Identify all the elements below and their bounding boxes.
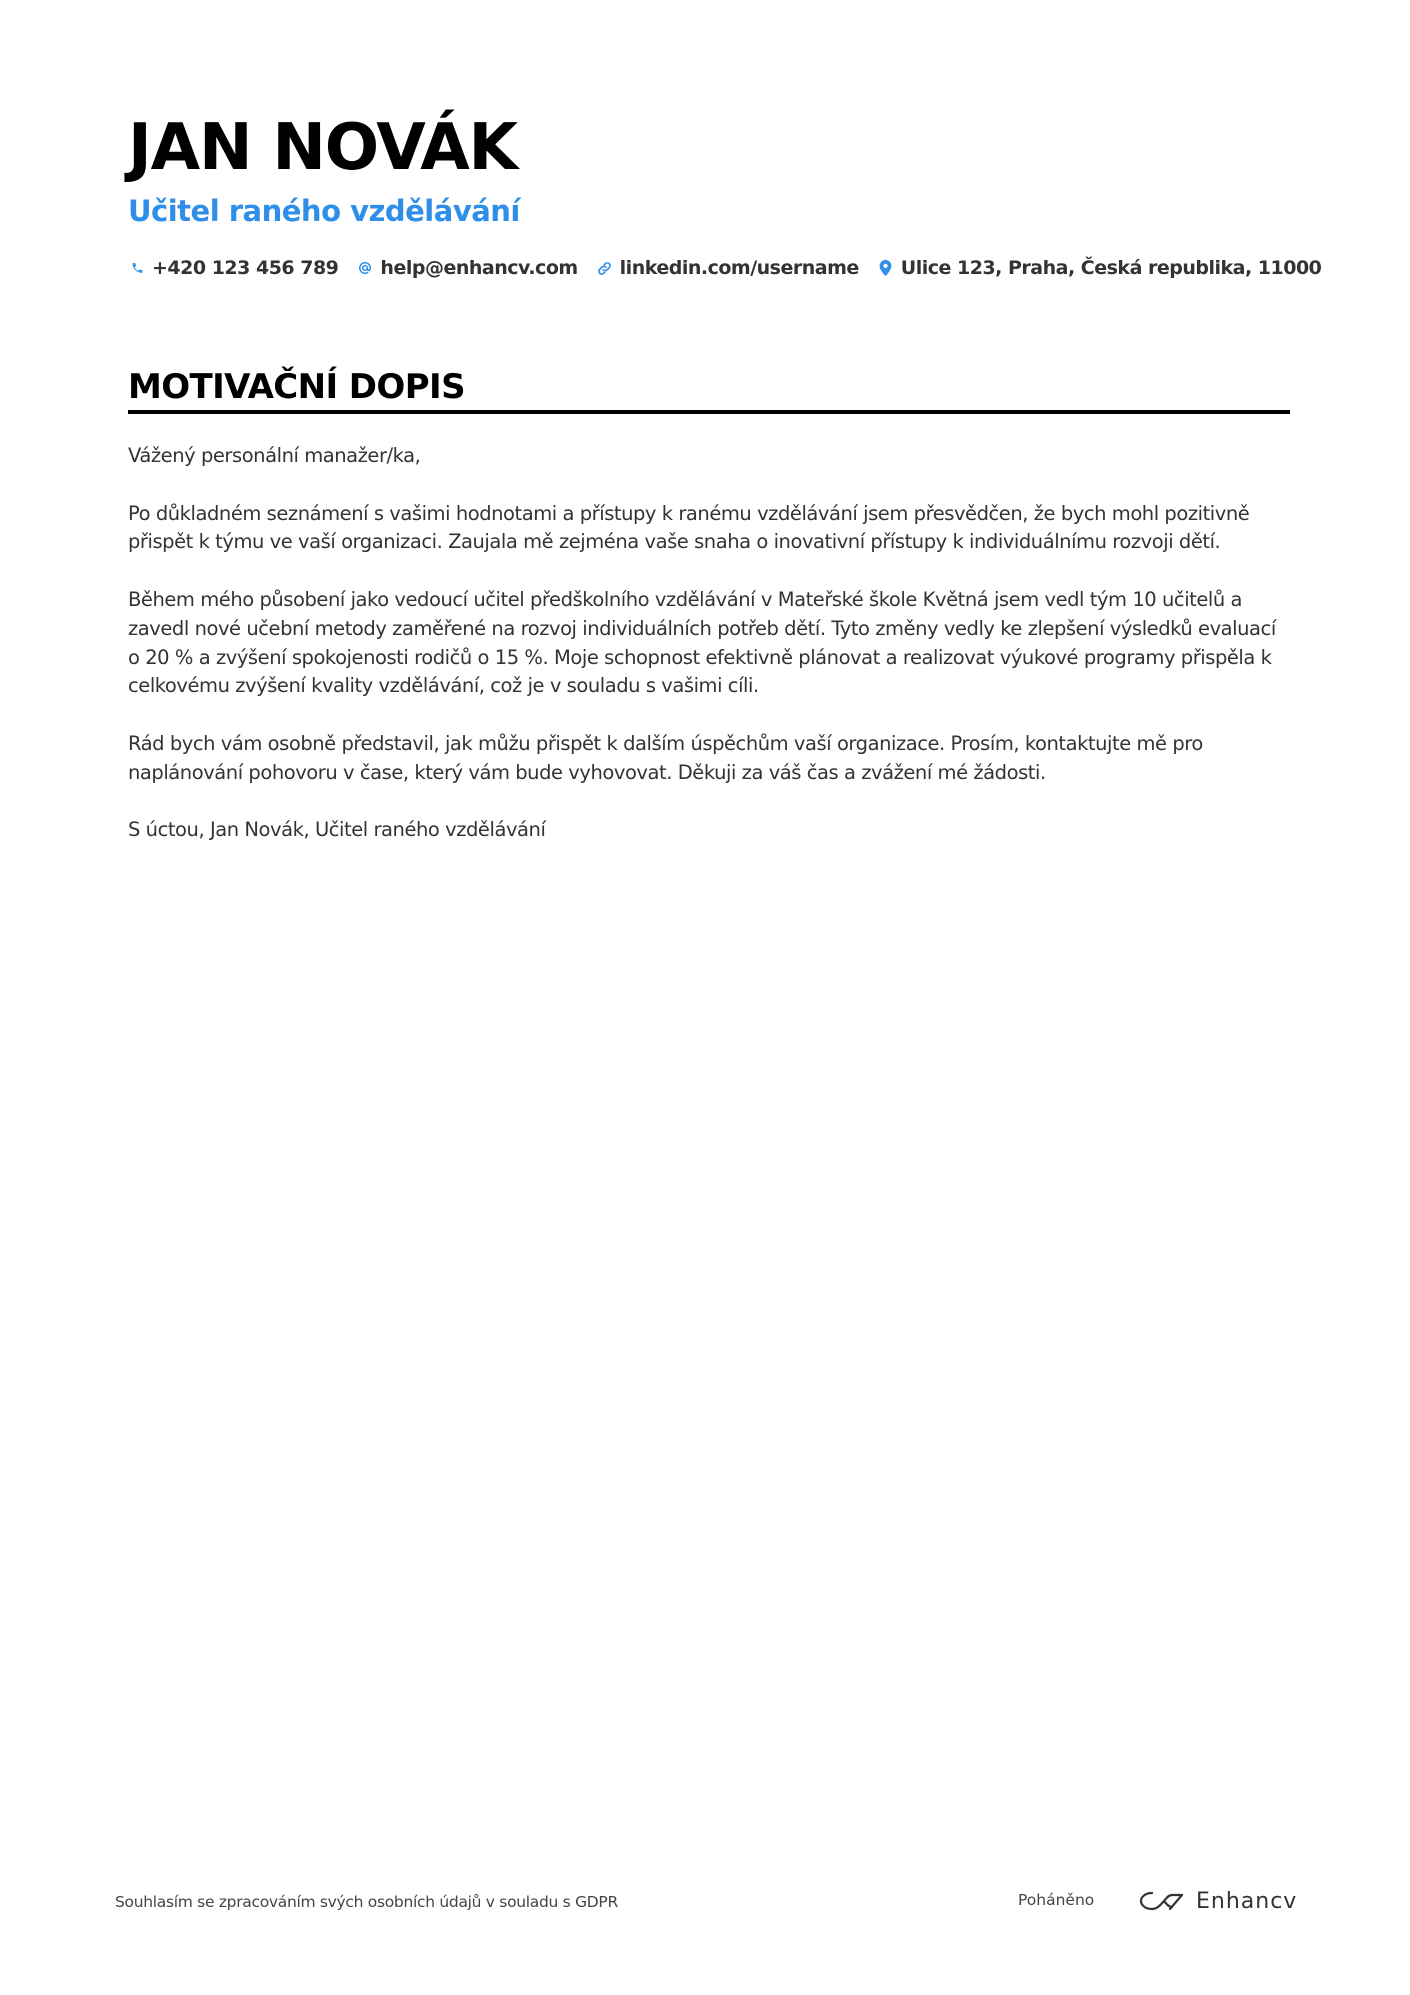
enhancv-logo-icon <box>1138 1889 1186 1913</box>
linkedin-url: linkedin.com/username <box>619 257 859 279</box>
letter-closing: S úctou, Jan Novák, Učitel raného vzdělávání <box>128 818 546 842</box>
enhancv-brand-link[interactable] <box>1138 1885 1297 1917</box>
address: Ulice 123, Praha, Česká republika, 11000 <box>900 257 1322 279</box>
letter-paragraph: Během mého působení jako vedoucí učitel předškolního vzdělávání v Mateřské škole Květná jsem vedl tým 10 učitelů a zavedl nové učební metody zaměřené na rozvoj individuálních potřeb dětí. Tyto změny vedly ke zlepšení výsledků evaluací o 20 % a zvýšení spokojenosti rodičů o 15 %. Moje schopnost efektivně plánovat a realizovat výukové programy přispěla k celkovému zvýšení kvality vzdělávání, což je v souladu s vašimi cíli. <box>128 587 1276 698</box>
contact-address <box>877 257 1322 279</box>
at-icon <box>356 258 374 278</box>
location-pin-icon <box>877 258 895 278</box>
letter-body <box>128 442 1290 874</box>
contact-phone <box>128 257 338 279</box>
link-icon <box>596 258 614 278</box>
email-address: help@enhancv.com <box>380 257 578 279</box>
phone-number: +420 123 456 789 <box>152 257 339 279</box>
section-divider <box>128 410 1290 414</box>
phone-icon <box>128 258 146 278</box>
letter-paragraph: Po důkladném seznámení s vašimi hodnotami a přístupy k ranému vzdělávání jsem přesvědčen, že bych mohl pozitivně přispět k týmu ve vaší organizaci. Zaujala mě zejména vaše snaha o inovativní přístupy k individuálnímu rozvoji dětí. <box>128 501 1250 554</box>
job-title: Učitel raného vzdělávání <box>128 194 520 228</box>
letter-paragraph: Rád bych vám osobně představil, jak můžu přispět k dalším úspěchům vaší organizace. Prosím, kontaktujte mě pro naplánování pohovoru v čase, který vám bude vyhovovat. Děkuji za váš čas a zvážení mé žádosti. <box>128 731 1203 784</box>
candidate-name: JAN NOVÁK <box>128 111 517 185</box>
gdpr-consent: Souhlasím se zpracováním svých osobních údajů v souladu s GDPR <box>115 1893 618 1911</box>
contact-linkedin <box>596 257 859 279</box>
letter-greeting: Vážený personální manažer/ka, <box>128 444 421 467</box>
section-title: MOTIVAČNÍ DOPIS <box>128 367 465 407</box>
brand-name: Enhancv <box>1196 1888 1298 1914</box>
powered-by-label: Poháněno <box>1018 1891 1095 1909</box>
contact-email <box>356 257 577 279</box>
contact-bar <box>128 254 1339 282</box>
